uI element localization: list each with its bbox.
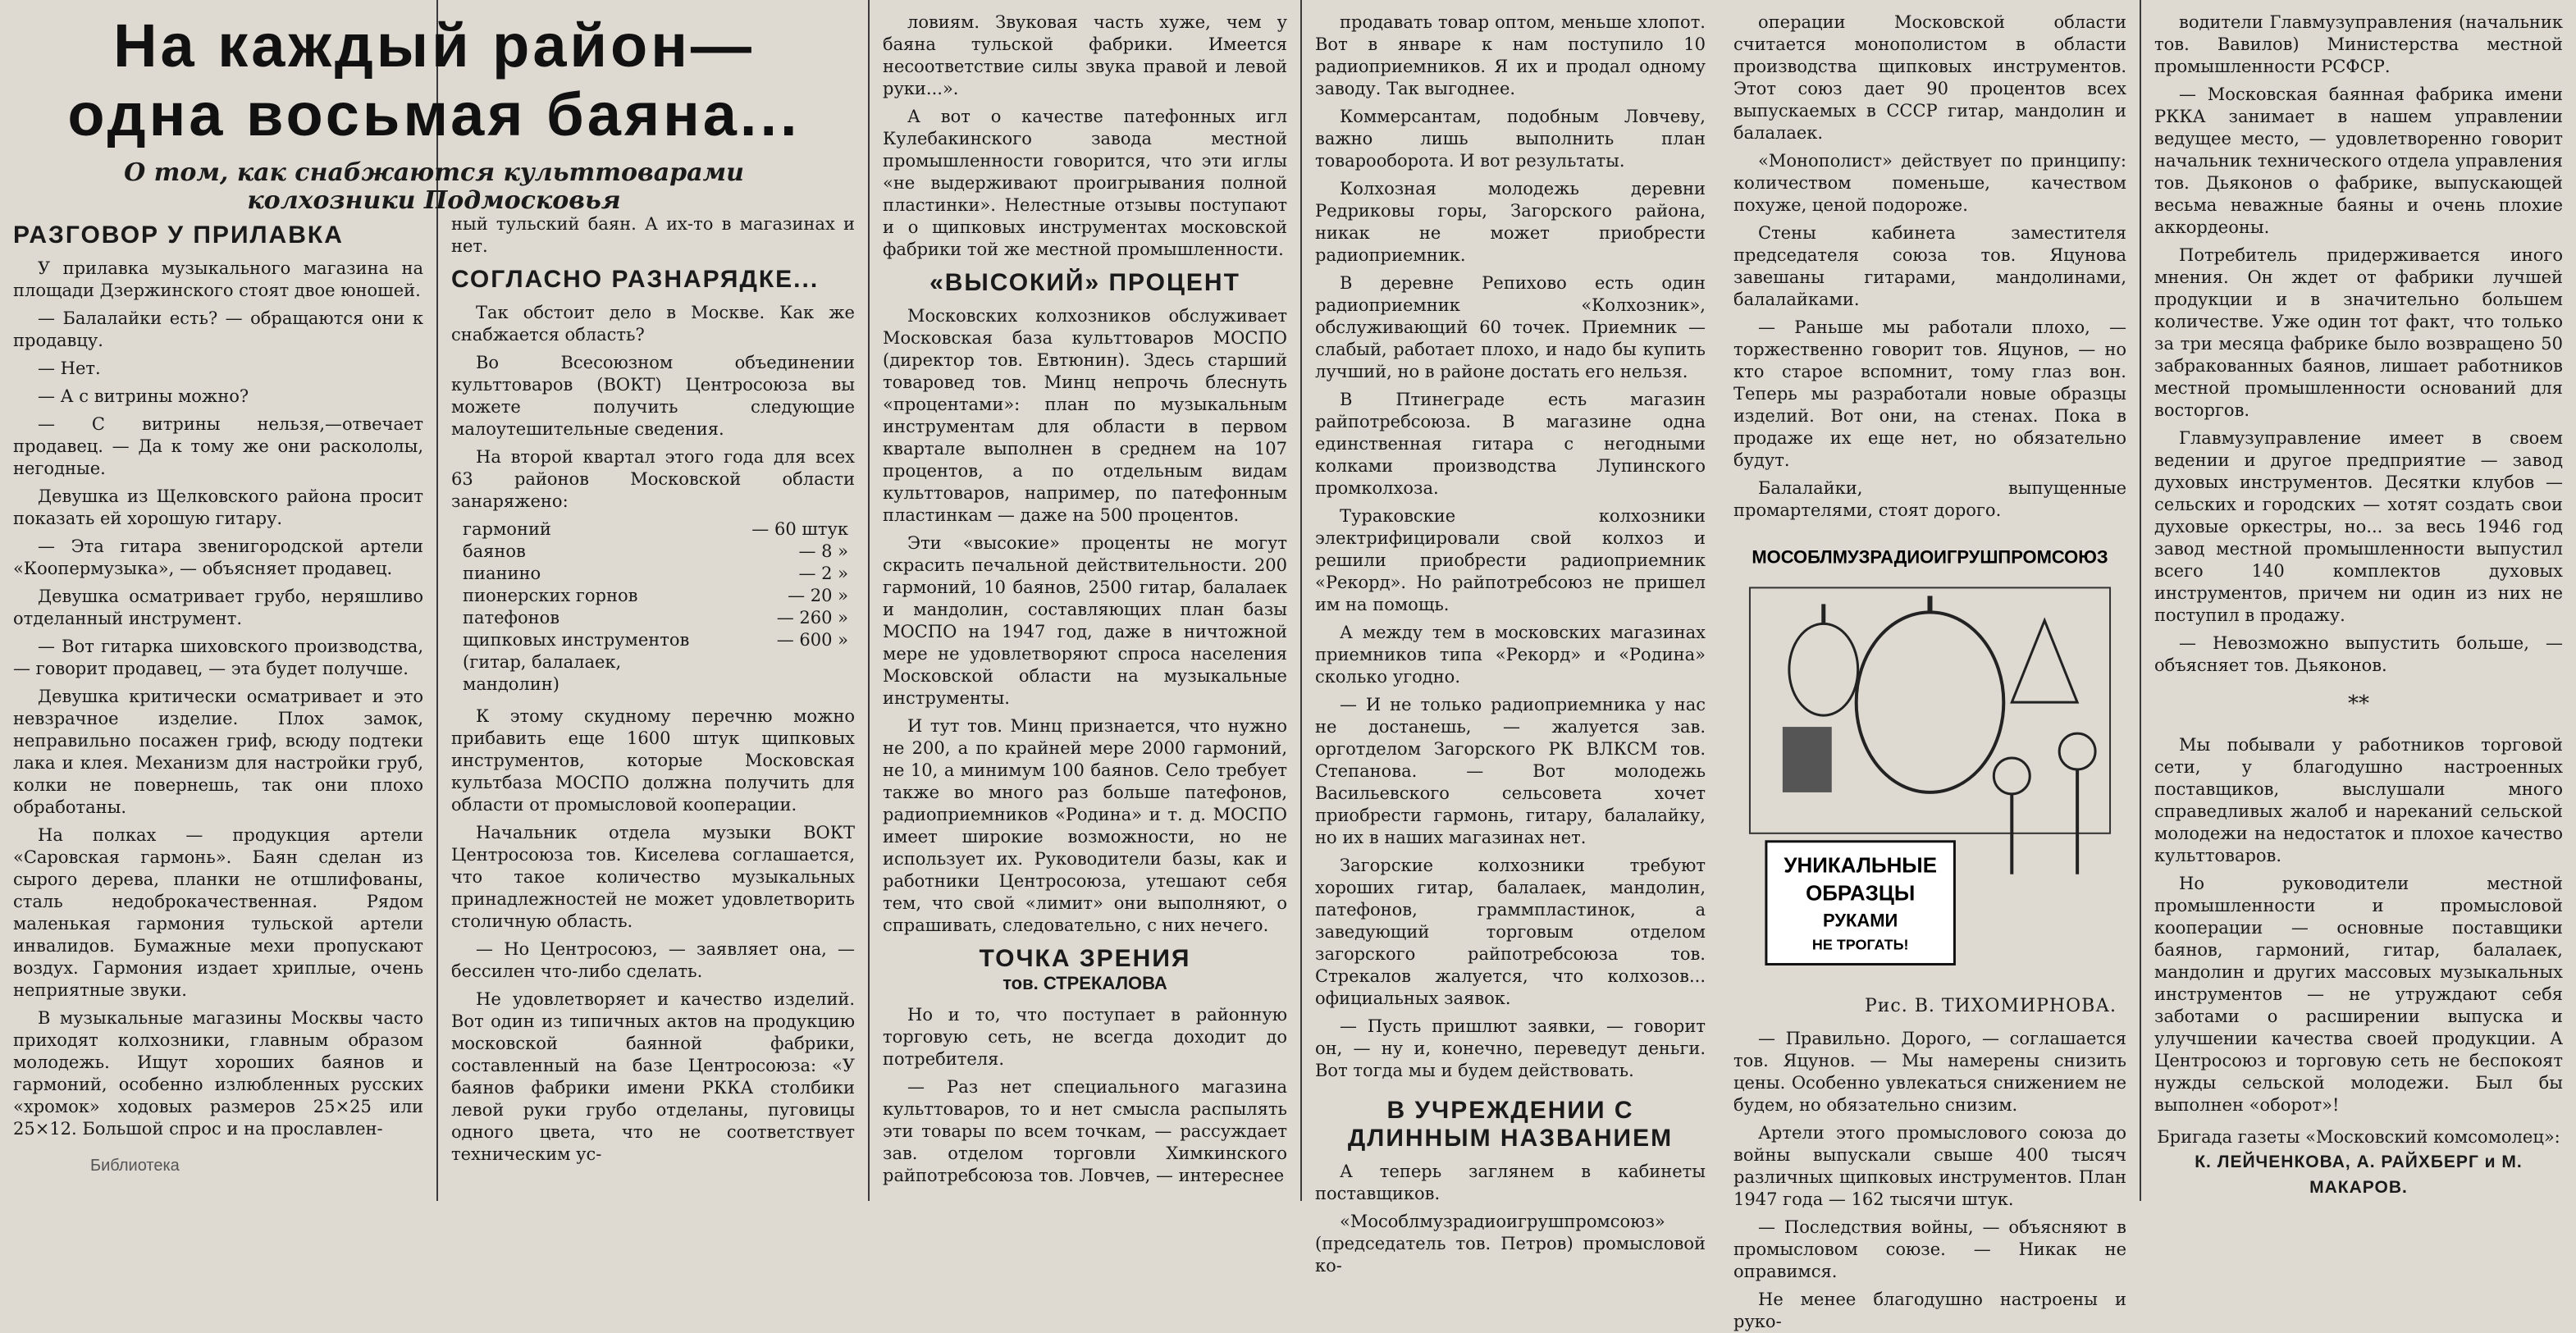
signature-line-2: К. ЛЕЙЧЕНКОВА, А. РАЙХБЕРГ и М. МАКАРОВ.: [2195, 1153, 2523, 1197]
paragraph: — Раньше мы работали плохо, — торжественно говорит тов. Яцунов, — но кто старое вспомнит, тому глаз вон. Теперь мы разработали новые образцы изделий. Вот они, на стенах. Пока в продаже их еще нет, но обязательно будут.: [1733, 317, 2126, 470]
section-kicker: тов. СТРЕКАЛОВА: [1003, 973, 1167, 993]
paragraph: Колхозная молодежь деревни Редриковы горы, Загорского района, никак не может приобрести радиоприемник.: [1315, 179, 1706, 265]
paragraph: И тут тов. Минц признается, что нужно не 200, а по крайней мере 2000 гармоний, не 10, а минимум 100 баянов. Село требует также во много раз больше патефонов, радиоприемников «Родина» и т. д. МОСПО имеет широкие возможности, но не использует их. Руководители базы, как и работники Центросоюза, утешают себя тем, что свой «лимит» они выполняют, о спрашивать, следовательно, с них нечего.: [883, 716, 1287, 935]
paragraph: водители Главмузуправления (начальник тов. Вавилов) Министерства местной промышленности РСФСР.: [2154, 12, 2563, 76]
paragraph: К этому скудному перечню можно прибавить еще 1600 штук щипковых инструментов, которые Московская культбаза МОСПО должна получить для области от промысловой кооперации.: [451, 706, 855, 815]
column-3: [870, 0, 1300, 1201]
paragraph: Артели этого промыслового союза до войны выпускали свыше 400 тысяч различных щипковых инструментов. План 1947 года — 162 тысячи штук.: [1733, 1123, 2126, 1209]
paragraph: — Правильно. Дорого, — соглашается тов. Яцунов. — Мы намерены снизить цены. Особенно увлекаться снижением не будем, но обязательно снизим.: [1733, 1029, 2126, 1115]
paragraph: На полках — продукция артели «Саровская гармонь». Баян сделан из сырого дерева, планки не отшлифованы, сталь недоброкачественная. Рядом маленькая гармония тульской артели инвалидов. Бумажные мехи пропускают воздух. Гармония издает хриплые, очень неприятные звуки.: [13, 825, 423, 1000]
signature: [2154, 1125, 2563, 1200]
cartoon-illustration: [1733, 530, 2126, 989]
paragraph: Тураковские колхозники электрифицировали свой колхоз и решили приобрести радиоприемник «Рекорд». Но райпотребсоюз не пришел им на помощь.: [1315, 506, 1706, 614]
paragraph: — Вот гитарка шиховского производства, — говорит продавец, — эта будет получше.: [13, 637, 423, 678]
paragraph: — Эта гитара звенигородской артели «Коопермузыка», — объясняет продавец.: [13, 536, 423, 578]
item-name: патефонов: [463, 608, 560, 628]
section-title: В УЧРЕЖДЕНИИ С ДЛИННЫМ НАЗВАНИЕМ: [1347, 1097, 1674, 1152]
paragraph: В Птинеграде есть магазин райпотребсоюза. В магазине одна единственная гитара с негодными колками производства Лупинского промколхоза.: [1315, 390, 1706, 498]
table-row: [451, 629, 855, 696]
paragraph: Московских колхозников обслуживает Московская база культтоваров МОСПО (директор тов. Евтюнин). Здесь старший товаровед тов. Минц непрочь блеснуть «процентами»: план по музыкальным инструментам для области в первом квартале выполнен в среднем на 107 процентов, а по отдельным видам культтоваров, например, по патефонным пластинкам — даже на 500 процентов.: [883, 306, 1287, 525]
cartoon-caption: Рис. В. ТИХОМИРНОВА.: [1864, 996, 2117, 1016]
figure-head-icon: [1994, 758, 2030, 794]
item-name: пионерских горнов: [463, 586, 638, 605]
column-5: [1720, 0, 2140, 1331]
paragraph: «Мособлмузрадиоигрушпромсоюз» (председатель тов. Петров) промысловой ко-: [1315, 1212, 1706, 1276]
paragraph: операции Московской области считается монополистом в области производства щипковых инструментов. Этот союз дает 90 процентов всех выпускаемых в СССР гитар, мандолин и балалаек.: [1733, 12, 2126, 143]
column-4: [1302, 0, 1719, 1276]
table-row: [451, 541, 855, 563]
library-stamp: Библиотека: [90, 1157, 180, 1175]
paragraph: Так обстоит дело в Москве. Как же снабжается область?: [451, 303, 855, 345]
paragraph: Во Всесоюзном объединении культтоваров (ВОКТ) Центросоюза вы можете получить следующие малоутешительные сведения.: [451, 353, 855, 439]
paragraph: А между тем в московских магазинах приемников типа «Рекорд» и «Родина» сколько угодно.: [1315, 623, 1706, 687]
guitar-icon: [1789, 623, 1858, 715]
sign-text-line-3: РУКАМИ: [1823, 910, 1898, 931]
paragraph: Начальник отдела музыки ВОКТ Центросоюза тов. Киселева соглашается, что такое количество музыкальных принадлежностей не может удовлетворить столичную область.: [451, 823, 855, 931]
item-quantity: — 260 »: [776, 608, 848, 628]
item-name: баянов: [463, 541, 526, 561]
paragraph: В музыкальные магазины Москвы часто приходят колхозники, главным образом молодежь. Ищут хороших баянов и гармоний, особенно излюбленных русских «хромок» ходовых размеров 25×25 или 25×12. Большой спрос и на прославлен-: [13, 1008, 423, 1139]
paragraph: Эти «высокие» проценты не могут скрасить печальной действительности. 200 гармоний, 10 баянов, 2500 гитар, балалаек и мандолин, составляющих план базы МОСПО на 1947 год, даже в ничтожной мере не удовлетворяют спроса населения Московской области на музыкальные инструменты.: [883, 533, 1287, 708]
paragraph: Загорские колхозники требуют хороших гитар, балалаек, мандолин, патефонов, граммпластинок, а заведующий торговым отделом загорского райпотребсоюза тов. Стрекалов жалуется, что колхозов... официальных заявок.: [1315, 856, 1706, 1008]
sign-text-line-1: УНИКАЛЬНЫЕ: [1784, 854, 1938, 878]
paragraph: Коммерсантам, подобным Ловчеву, важно лишь выполнить план товарооборота. И вот результаты.: [1315, 107, 1706, 171]
section-title: «ВЫСОКИЙ» ПРОЦЕНТ: [929, 269, 1240, 296]
paragraph: — Последствия войны, — объясняют в промысловом союзе. — Никак не оправимся.: [1733, 1217, 2126, 1281]
item-quantity: — 20 »: [788, 586, 848, 605]
paragraph: — А с витрины можно?: [38, 386, 249, 406]
column-6: [2141, 0, 2576, 1201]
article-body: [2154, 734, 2563, 1116]
cartoon-title: МОСОБЛМУЗРАДИОИГРУШПРОМСОЮЗ: [1752, 546, 2108, 568]
paragraph: Девушка из Щелковского района просит показать ей хорошую гитару.: [13, 486, 423, 528]
column-2: [438, 213, 868, 1201]
paragraph: А теперь заглянем в кабинеты поставщиков.: [1315, 1162, 1706, 1203]
cartoon-wall: [1750, 587, 2110, 833]
paragraph: Не менее благодушно настроены и руко-: [1733, 1290, 2126, 1331]
item-quantity: — 8 »: [798, 541, 848, 561]
large-guitar-icon: [1857, 612, 2004, 792]
article-body: [451, 302, 855, 513]
headline-line-1: На каждый район—: [113, 11, 755, 80]
table-row: [451, 585, 855, 607]
paragraph: — С витрины нельзя,—отвечает продавец. — Да к тому же они раскололы, негодные.: [13, 414, 423, 478]
item-quantity: — 600 »: [776, 630, 848, 650]
paragraph: А вот о качестве патефонных игл Кулебакинского завода местной промышленности говорится, что эти иглы «не выдерживают проигрывания полной пластинки». Нелестные отзывы поступают и о щипковых инструментах московской фабрики той же местной промышленности.: [883, 107, 1287, 259]
table-row: [451, 563, 855, 585]
article-body: [1315, 1161, 1706, 1277]
subhead-line-2: колхозники Подмосковья: [247, 186, 621, 215]
headline-block: [0, 0, 868, 215]
article-body: [883, 305, 1287, 937]
paragraph: Балалайки, выпущенные промартелями, стоят дорого.: [1733, 478, 2126, 520]
section-separator: **: [2348, 692, 2369, 716]
paragraph: «Монополист» действует по принципу: количеством поменьше, качеством похуже, ценой подороже.: [1733, 151, 2126, 215]
paragraph: — Нет.: [38, 358, 101, 378]
paragraph: Девушка критически осматривает и это невзрачное изделие. Плох замок, неправильно посажен гриф, всюду подтеки лака и клея. Механизм для настройки груб, колки не повернешь, так они плохо обработаны.: [13, 687, 423, 817]
cartoon-drawing: [1733, 530, 2126, 989]
paragraph: ный тульский баян. А их-то в магазинах и нет.: [451, 214, 855, 256]
paragraph: В деревне Репихово есть один радиоприемник «Колхозник», обслуживающий 60 точек. Приемник — слабый, работает плохо, и надо бы купить лучший, но в районе достать его нельзя.: [1315, 273, 1706, 381]
paragraph: Стены кабинета заместителя председателя союза тов. Яцунова завешаны гитарами, мандолинами, балалайками.: [1733, 223, 2126, 309]
paragraph: Но и то, что поступает в районную торговую сеть, не всегда доходит до потребителя.: [883, 1005, 1287, 1069]
item-quantity: — 2 »: [798, 564, 848, 583]
paragraph: — Балалайки есть? — обращаются они к продавцу.: [13, 308, 423, 350]
paragraph: — Московская баянная фабрика имени РККА занимает в нашем управлении ведущее место, — удовлетворенно говорит начальник технического отдела управления тов. Дьяконов о фабрике, выпускающей весьма неважные баяны и очень плохие аккордеоны.: [2154, 84, 2563, 237]
paragraph: Потребитель придерживается иного мнения. Он ждет от фабрики лучшей продукции и в значительно большем количестве. Уже один тот факт, что только за три месяца фабрике было возвращено 50 забракованных баянов, лишает работников местной промышленности оснований для восторгов.: [2154, 245, 2563, 420]
paragraph: На второй квартал этого года для всех 63 районов Московской области занаряжено:: [451, 447, 855, 511]
section-title: СОГЛАСНО РАЗНАРЯДКЕ...: [451, 266, 820, 293]
section-title: РАЗГОВОР У ПРИЛАВКА: [13, 221, 344, 249]
item-name: щипковых инструментов (гитар, балалаек, мандолин): [463, 630, 690, 694]
radio-icon: [1783, 727, 1832, 792]
paragraph: — Пусть пришлют заявки, — говорит он, — ну и, конечно, переведут деньги. Вот тогда мы и будем действовать.: [1315, 1016, 1706, 1080]
article-body: [1733, 11, 2126, 522]
sign-text-line-4: НЕ ТРОГАТЬ!: [1811, 936, 1909, 953]
allocation-table: [451, 518, 855, 696]
article-body: [1733, 1028, 2126, 1333]
item-quantity: — 60 штук: [751, 519, 848, 539]
table-row: [451, 607, 855, 629]
article-body: [451, 705, 855, 1166]
sign-text-line-2: ОБРАЗЦЫ: [1806, 882, 1916, 906]
paragraph: У прилавка музыкального магазина на площади Дзержинского стоят двое юношей.: [13, 258, 423, 300]
paragraph: Не удовлетворяет и качество изделий. Вот один из типичных актов на продукцию московской баянной фабрики, составленный на базе Центросоюза: «У баянов фабрики имени РККА столбики левой руки грубо отделаны, пуговицы одного цвета, что не соответствует техническим ус-: [451, 989, 855, 1164]
balalaika-icon: [2012, 620, 2077, 702]
article-body: [883, 1004, 1287, 1187]
item-name: гармоний: [463, 519, 551, 539]
column-1: [0, 213, 436, 1201]
paragraph: ловиям. Звуковая часть хуже, чем у баяна тульской фабрики. Имеется несоответствие силы звука правой и левой руки...».: [883, 12, 1287, 98]
paragraph: — Но Центросоюз, — заявляет она, — бессилен что-либо сделать.: [451, 939, 855, 981]
subhead: [13, 159, 855, 215]
paragraph: Но руководители местной промышленности и промысловой кооперации — основные поставщики баянов, гармоний, гитар, балалаек, мандолин и других массовых музыкальных инструментов — не утруждают себя заботами о расширении выпуска и улучшении качества своей продукции. А Центросоюз и торговую сеть не беспокоят нужды сельской молодежи. Был бы выполнен «оборот»!: [2154, 874, 2563, 1115]
paragraph: — Раз нет специального магазина культтоваров, то и нет смысла распылять эти товары по всем точкам, — рассуждает зав. отделом торговли Химкинского райпотребсоюза тов. Ловчев, — интереснее: [883, 1077, 1287, 1185]
paragraph: Главмузуправление имеет в своем ведении и другое предприятие — завод духовых инструментов. Десятки клубов — сельских и городских — хотят создать свои духовые оркестры, но... за весь 1946 год завод местной промышленности выпустил всего 140 комплектов духовых инструментов, причем ни один из них не поступил в продажу.: [2154, 428, 2563, 625]
subhead-line-1: О том, как снабжаются культтоварами: [124, 158, 744, 187]
table-row: [451, 518, 855, 541]
item-name: пианино: [463, 564, 541, 583]
article-body: [2154, 11, 2563, 677]
section-title: ТОЧКА ЗРЕНИЯ: [979, 945, 1191, 972]
paragraph: продавать товар оптом, меньше хлопот. Вот в январе к нам поступило 10 радиоприемников. Я их и продал одному заводу. Так выгоднее.: [1315, 12, 1706, 98]
article-body: [1315, 11, 1706, 1082]
paragraph: — Невозможно выпустить больше, — объясняет тов. Дьяконов.: [2154, 633, 2563, 675]
paragraph: — И не только радиоприемника у нас не достанешь, — жалуется зав. орготделом Загорского РК ВЛКСМ тов. Степанова. — Вот молодежь Васильевского сельсовета хочет приобрести гармонь, гитару, балалайку, но их в наших магазинах нет.: [1315, 695, 1706, 847]
paragraph: Девушка осматривает грубо, неряшливо отделанный инструмент.: [13, 587, 423, 628]
article-body: [13, 258, 423, 1140]
paragraph: Мы побывали у работников торговой сети, у благодушно настроенных поставщиков, выслушали много справедливых жалоб и нареканий сельской молодежи на недостаток и плохое качество культтоваров.: [2154, 735, 2563, 865]
headline-line-2: одна восьмая баяна...: [67, 80, 801, 148]
figure-head-icon: [2059, 733, 2095, 769]
signature-line-1: Бригада газеты «Московский комсомолец»:: [2157, 1127, 2560, 1147]
article-body: [883, 11, 1287, 261]
